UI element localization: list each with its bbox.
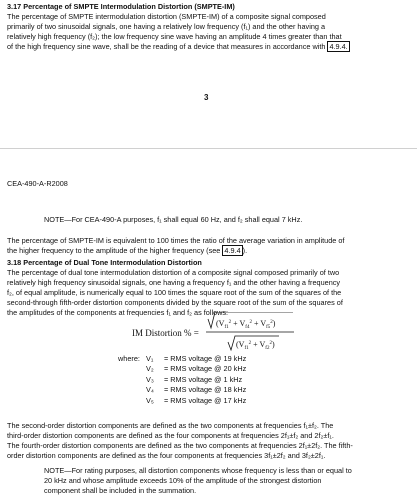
orders-line-4: order distortion components are defined as the four components at frequencies 3f₁±2f₂ and 3f₂±2f₁. <box>7 451 326 460</box>
formula-lhs: IM Distortion % = <box>132 328 199 338</box>
definition-text: = RMS voltage @ 17 kHz <box>164 395 247 405</box>
section-318-line-2: relatively high frequency sinusoidal signals, one having a frequency f₁ and the other having a frequency <box>7 278 341 287</box>
section-318-line-4: second-through fifth-order distortion components divided by the square root of the sum of the squares of <box>7 298 343 307</box>
definition-text: = RMS voltage @ 19 kHz <box>164 354 247 363</box>
variable-definitions <box>118 354 246 406</box>
note-rating-line-2: 20 kHz and whose amplitude exceeds 10% of the amplitude of the strongest distortion <box>44 476 322 485</box>
definition-row <box>118 364 246 374</box>
definition-symbol: V₅ <box>146 395 154 405</box>
definition-text: = RMS voltage @ 18 kHz <box>164 385 247 395</box>
definition-row <box>118 385 246 395</box>
definition-text: = RMS voltage @ 1 kHz <box>164 374 243 384</box>
definition-row <box>118 375 246 385</box>
note-frequencies: NOTE—For CEA-490-A purposes, f₁ shall equal 60 Hz, and f₂ shall equal 7 kHz. <box>44 215 303 224</box>
section-317-line-3: relatively high frequency (f₂); the low frequency sine wave having an amplitude 4 times greater than that <box>7 32 342 41</box>
definition-row <box>118 396 246 406</box>
smpte-percentage-tail: ). <box>242 246 248 255</box>
section-317-line-2: primarily of two sinusoidal signals, one having a relatively low frequency (f₁) and the other having a <box>7 22 326 31</box>
page-number: 3 <box>204 93 209 102</box>
smpte-percentage-line-2 <box>7 246 412 257</box>
numerator-terms: $(V_{f1}^2 + V_{f4}^2 + V_{f5}^2)$ <box>216 319 276 330</box>
section-317-line-4 <box>7 42 412 53</box>
section-318-line-3: f₂, of equal amplitude, is numerically equal to 100 times the square root of the sum of the squares of the <box>7 288 342 297</box>
smpte-percentage-line-2-text: the higher frequency to the amplitude of the higher frequency (see <box>7 246 221 255</box>
definition-symbol: V₂ <box>146 364 154 374</box>
section-317-heading: 3.17 Percentage of SMPTE Intermodulation Distortion (SMPTE-IM) <box>7 2 235 11</box>
definition-symbol: V₁ <box>146 354 154 363</box>
section-ref-link[interactable]: 4.9.4 <box>224 246 241 255</box>
orders-line-1: The second-order distortion components are defined as the two components at frequencies f₁±f₂. The <box>7 421 334 430</box>
section-318-heading: 3.18 Percentage of Dual Tone Intermodulation Distortion <box>7 258 202 267</box>
where-label: where: <box>118 354 140 363</box>
document-code: CEA-490-A-R2008 <box>7 179 68 188</box>
smpte-percentage-line-1: The percentage of SMPTE-IM is equivalent to 100 times the ratio of the average variation in amplitude of <box>7 236 345 245</box>
note-rating-line-1: NOTE—For rating purposes, all distortion components whose frequency is less than or equal to <box>44 466 352 475</box>
section-317-line-1: The percentage of SMPTE intermodulation distortion (SMPTE-IM) of a composite signal composed <box>7 12 326 21</box>
definition-symbol: V₃ <box>146 374 154 384</box>
formula-graphic <box>132 312 302 352</box>
orders-line-3: The fourth-order distortion components are defined as the two components at frequencies 2f₁±2f₂. The fifth- <box>7 441 353 450</box>
section-ref-link[interactable]: 4.9.4. <box>329 42 348 51</box>
section-317-line-4-text: of the high frequency sine wave, shall be the reading of a device that measures in accordance with <box>7 42 326 51</box>
denominator-terms: $(V_{f1}^2 + V_{f2}^2)$ <box>236 340 275 351</box>
note-rating-line-3: component shall be included in the summation. <box>44 486 197 495</box>
orders-line-2: third-order distortion components are defined as the four components at frequencies 2f₁±f₂ and 2f₂±f₁. <box>7 431 334 440</box>
definition-row <box>118 354 246 364</box>
section-318-line-1: The percentage of dual tone intermodulation distortion of a composite signal composed primarily of two <box>7 268 340 277</box>
definition-text: = RMS voltage @ 20 kHz <box>164 364 247 374</box>
im-distortion-formula <box>132 312 302 352</box>
definition-symbol: V₄ <box>146 385 154 395</box>
page-divider <box>0 148 417 149</box>
section-318-line-5: the amplitudes of the components at frequencies f₁ and f₂ as follows: <box>7 308 229 317</box>
